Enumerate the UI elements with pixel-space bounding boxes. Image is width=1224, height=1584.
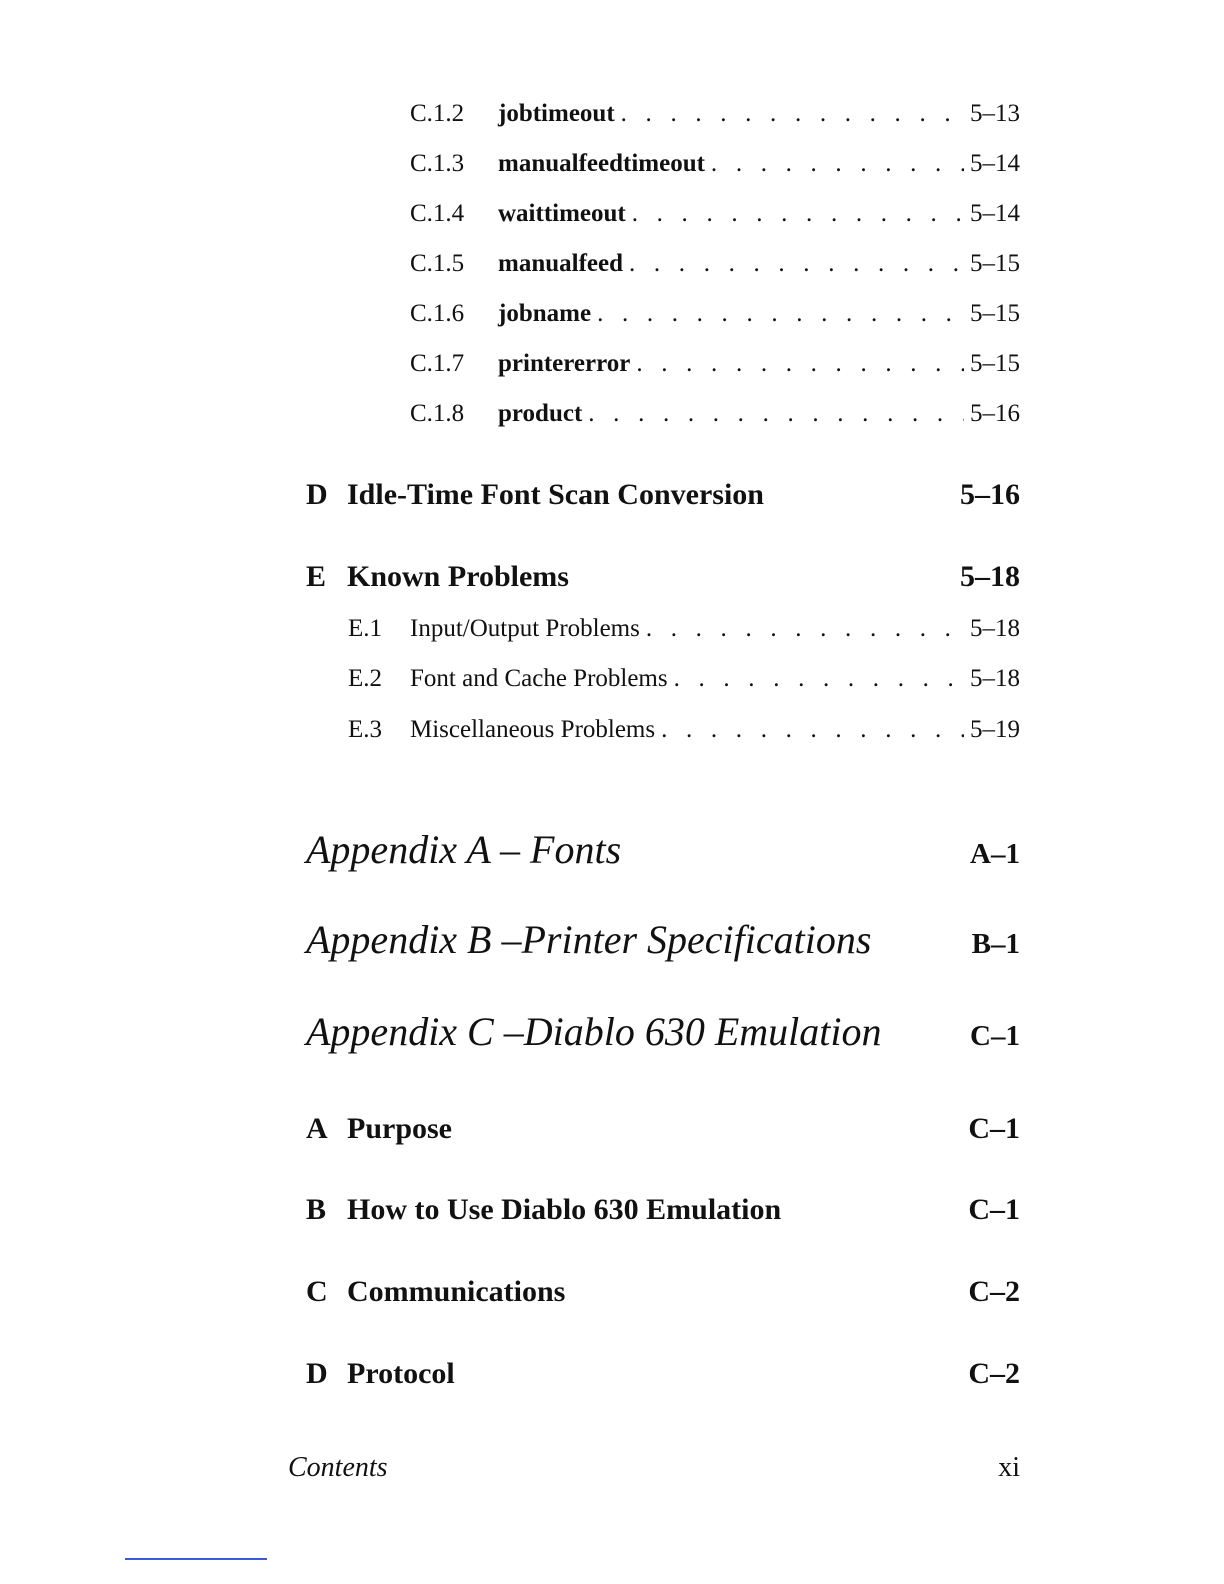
scan-artifact-line [125, 1558, 267, 1560]
entry-title: jobname [498, 300, 592, 327]
entry-title: Miscellaneous Problems [410, 716, 656, 743]
dot-leader [588, 400, 964, 428]
section-page: C–2 [968, 1357, 1020, 1390]
entry-number: E.3 [348, 716, 383, 743]
toc-section-heading [306, 478, 1020, 512]
toc-entry [348, 615, 1020, 643]
entry-title: product [498, 400, 583, 427]
toc-appendix-heading [306, 826, 1020, 873]
entry-page: 5–14 [970, 200, 1020, 227]
section-page: 5–18 [960, 560, 1020, 593]
appendix-title: Appendix A – Fonts [306, 827, 622, 872]
dot-leader [646, 615, 964, 643]
section-letter: A [306, 1112, 328, 1145]
toc-section-heading [306, 1357, 1020, 1391]
entry-title: waittimeout [498, 200, 626, 227]
entry-page: 5–15 [970, 300, 1020, 327]
entry-title: printererror [498, 350, 631, 377]
entry-page: 5–16 [970, 400, 1020, 427]
entry-number: E.2 [348, 665, 383, 692]
section-title: Idle-Time Font Scan Conversion [347, 478, 764, 511]
entry-number: C.1.3 [410, 150, 465, 177]
toc-entry [410, 150, 1020, 178]
entry-page: 5–15 [970, 250, 1020, 277]
dot-leader [629, 250, 964, 278]
footer-page-number: xi [998, 1452, 1020, 1483]
section-page: C–1 [968, 1193, 1020, 1226]
toc-section-heading [306, 1275, 1020, 1309]
section-page: C–2 [968, 1275, 1020, 1308]
dot-leader [661, 716, 964, 744]
toc-section-heading [306, 1193, 1020, 1227]
section-letter: C [306, 1275, 328, 1308]
entry-page: 5–19 [970, 716, 1020, 743]
entry-title: Input/Output Problems [410, 615, 640, 642]
entry-number: C.1.4 [410, 200, 465, 227]
dot-leader [636, 350, 964, 378]
appendix-page: B–1 [971, 928, 1020, 960]
toc-appendix-heading [306, 916, 1020, 963]
section-letter: D [306, 478, 328, 511]
entry-number: C.1.5 [410, 250, 465, 277]
section-title: How to Use Diablo 630 Emulation [347, 1193, 782, 1226]
entry-page: 5–15 [970, 350, 1020, 377]
toc-entry [410, 350, 1020, 378]
toc-section-heading [306, 1112, 1020, 1146]
toc-entry [348, 716, 1020, 744]
dot-leader [621, 100, 964, 128]
entry-number: C.1.2 [410, 100, 465, 127]
section-title: Known Problems [347, 560, 569, 593]
entry-page: 5–18 [970, 665, 1020, 692]
toc-entry [410, 200, 1020, 228]
dot-leader [674, 665, 964, 693]
section-letter: B [306, 1193, 327, 1226]
entry-page: 5–14 [970, 150, 1020, 177]
dot-leader [711, 150, 964, 178]
entry-number: C.1.6 [410, 300, 465, 327]
dot-leader [632, 200, 964, 228]
toc-appendix-heading [306, 1008, 1020, 1055]
toc-entry [410, 300, 1020, 328]
toc-entry [410, 400, 1020, 428]
footer-section-name: Contents [288, 1452, 388, 1483]
section-title: Protocol [347, 1357, 455, 1390]
appendix-title: Appendix B –Printer Specifications [306, 917, 872, 962]
entry-title: Font and Cache Problems [410, 665, 668, 692]
toc-entry [410, 100, 1020, 128]
entry-number: E.1 [348, 615, 383, 642]
entry-title: manualfeedtimeout [498, 150, 705, 177]
appendix-title: Appendix C –Diablo 630 Emulation [306, 1009, 882, 1054]
entry-page: 5–13 [970, 100, 1020, 127]
section-title: Communications [347, 1275, 566, 1308]
section-title: Purpose [347, 1112, 452, 1145]
toc-section-heading [306, 560, 1020, 594]
appendix-page: A–1 [970, 838, 1020, 870]
entry-title: jobtimeout [498, 100, 615, 127]
entry-number: C.1.7 [410, 350, 465, 377]
toc-entry [348, 665, 1020, 693]
entry-title: manualfeed [498, 250, 623, 277]
section-letter: E [306, 560, 327, 593]
appendix-page: C–1 [970, 1020, 1020, 1052]
toc-entry [410, 250, 1020, 278]
entry-page: 5–18 [970, 615, 1020, 642]
entry-number: C.1.8 [410, 400, 465, 427]
section-page: 5–16 [960, 478, 1020, 511]
section-letter: D [306, 1357, 328, 1390]
dot-leader [597, 300, 964, 328]
section-page: C–1 [968, 1112, 1020, 1145]
